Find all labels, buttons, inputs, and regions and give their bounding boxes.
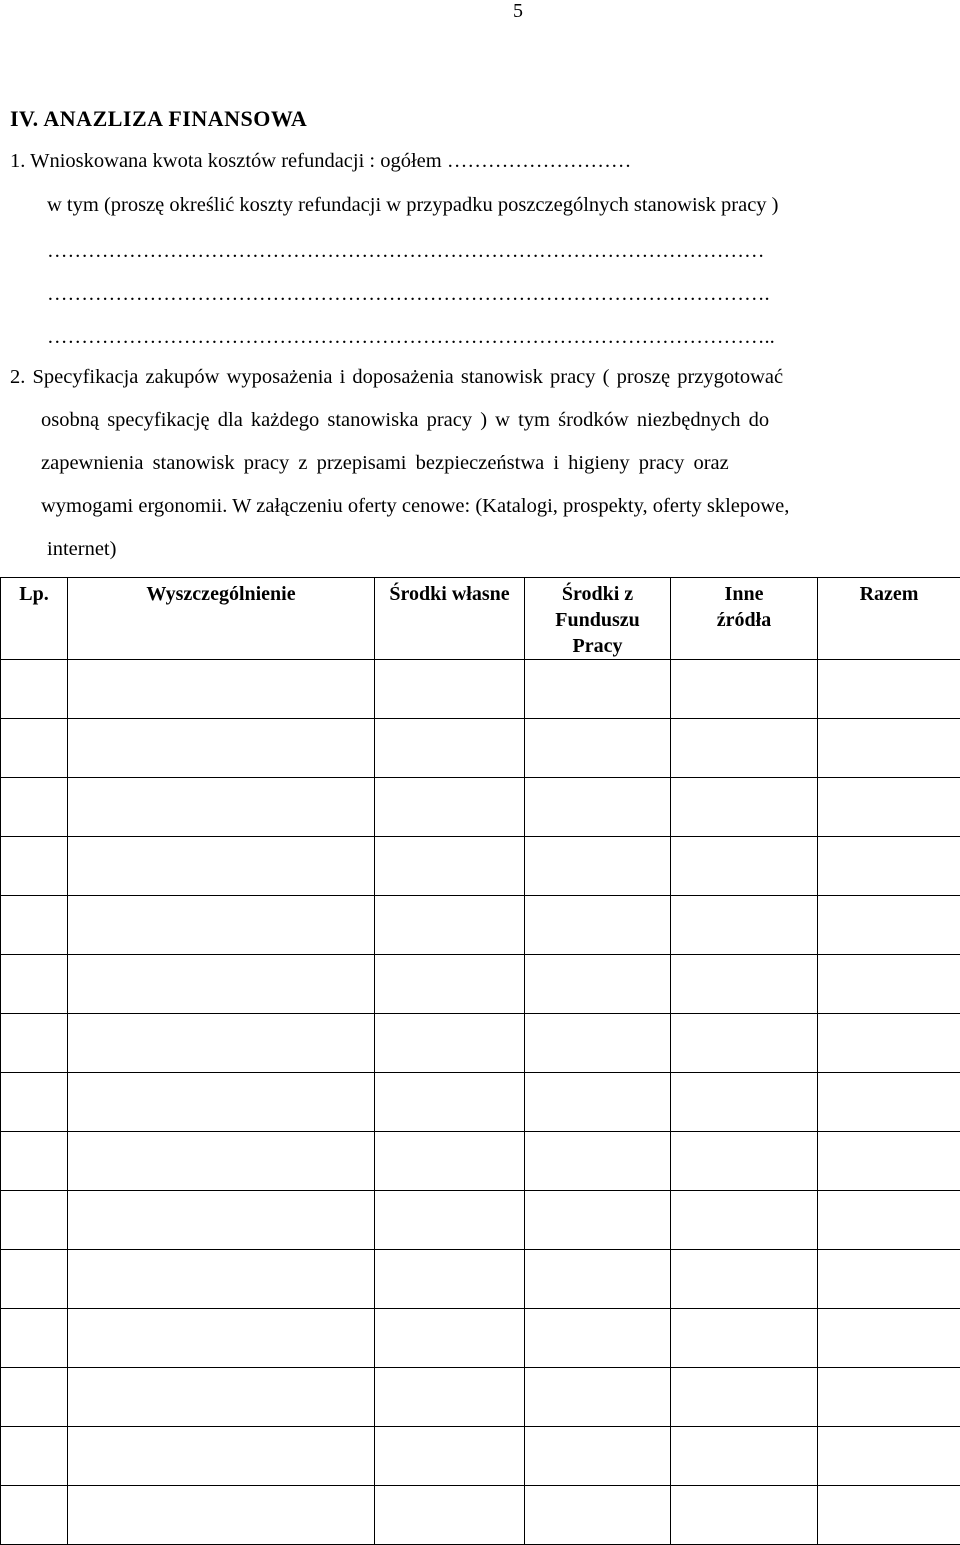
header-srodki-wlasne: Środki własne: [375, 578, 525, 660]
cell-srodki-wlasne[interactable]: [375, 1014, 525, 1073]
cell-lp[interactable]: [1, 837, 68, 896]
cell-wyszczegolnienie[interactable]: [68, 955, 375, 1014]
item2-line1: 2. Specyfikacja zakupów wyposażenia i doposażenia stanowisk pracy ( proszę przygotować: [10, 366, 783, 389]
cell-razem[interactable]: [818, 1250, 960, 1309]
cell-wyszczegolnienie[interactable]: [68, 1427, 375, 1486]
table-row: [1, 1486, 960, 1545]
cell-srodki-funduszu-pracy[interactable]: [525, 1014, 671, 1073]
table-body: [1, 660, 960, 1545]
cell-wyszczegolnienie[interactable]: [68, 1073, 375, 1132]
header-srodki-fp-line2: Funduszu: [525, 607, 670, 633]
table-row: [1, 660, 960, 719]
item2-line2: osobną specyfikację dla każdego stanowiska pracy ) w tym środków niezbędnych do: [41, 409, 769, 432]
cell-srodki-wlasne[interactable]: [375, 1132, 525, 1191]
cell-razem[interactable]: [818, 955, 960, 1014]
cell-razem[interactable]: [818, 1073, 960, 1132]
item1-dots3: ……………………………………………………………………………………………..: [47, 326, 775, 349]
header-srodki-fp-line3: Pracy: [525, 633, 670, 659]
cell-wyszczegolnienie[interactable]: [68, 1309, 375, 1368]
cell-inne-zrodla[interactable]: [671, 896, 818, 955]
cell-razem[interactable]: [818, 660, 960, 719]
header-inne-line2: źródła: [671, 607, 817, 633]
cell-razem[interactable]: [818, 1309, 960, 1368]
cell-lp[interactable]: [1, 1250, 68, 1309]
cell-inne-zrodla[interactable]: [671, 778, 818, 837]
cell-srodki-funduszu-pracy[interactable]: [525, 1368, 671, 1427]
table-row: [1, 1368, 960, 1427]
item2-line3: zapewnienia stanowisk pracy z przepisami bezpieczeństwa i higieny pracy oraz: [41, 452, 729, 475]
cell-srodki-funduszu-pracy[interactable]: [525, 1486, 671, 1545]
cell-lp[interactable]: [1, 1014, 68, 1073]
item1-line2: w tym (proszę określić koszty refundacji w przypadku poszczególnych stanowisk pracy ): [47, 194, 779, 217]
cell-razem[interactable]: [818, 1427, 960, 1486]
cell-srodki-wlasne[interactable]: [375, 660, 525, 719]
cell-srodki-funduszu-pracy[interactable]: [525, 896, 671, 955]
cell-srodki-wlasne[interactable]: [375, 1427, 525, 1486]
cell-srodki-wlasne[interactable]: [375, 837, 525, 896]
cell-srodki-funduszu-pracy[interactable]: [525, 1191, 671, 1250]
cell-lp[interactable]: [1, 660, 68, 719]
financial-table: [0, 577, 960, 1545]
cell-wyszczegolnienie[interactable]: [68, 896, 375, 955]
cell-inne-zrodla[interactable]: [671, 1486, 818, 1545]
page-number: 5: [513, 0, 523, 23]
cell-srodki-wlasne[interactable]: [375, 719, 525, 778]
cell-razem[interactable]: [818, 1014, 960, 1073]
cell-wyszczegolnienie[interactable]: [68, 1132, 375, 1191]
table-row: [1, 1073, 960, 1132]
cell-srodki-funduszu-pracy[interactable]: [525, 1309, 671, 1368]
cell-razem[interactable]: [818, 1191, 960, 1250]
header-srodki-fp-line1: Środki z: [525, 581, 670, 607]
cell-inne-zrodla[interactable]: [671, 1250, 818, 1309]
cell-srodki-wlasne[interactable]: [375, 896, 525, 955]
table-row: [1, 1250, 960, 1309]
table-row: [1, 837, 960, 896]
item1-dots1: ……………………………………………………………………………………………: [47, 240, 765, 263]
cell-srodki-wlasne[interactable]: [375, 778, 525, 837]
cell-inne-zrodla[interactable]: [671, 660, 818, 719]
cell-srodki-wlasne[interactable]: [375, 1368, 525, 1427]
cell-inne-zrodla[interactable]: [671, 719, 818, 778]
table-header-row: [1, 578, 960, 660]
table-row: [1, 1014, 960, 1073]
cell-srodki-wlasne[interactable]: [375, 1191, 525, 1250]
cell-srodki-funduszu-pracy[interactable]: [525, 955, 671, 1014]
table-row: [1, 896, 960, 955]
cell-razem[interactable]: [818, 778, 960, 837]
cell-inne-zrodla[interactable]: [671, 1073, 818, 1132]
cell-inne-zrodla[interactable]: [671, 1132, 818, 1191]
cell-wyszczegolnienie[interactable]: [68, 1368, 375, 1427]
cell-lp[interactable]: [1, 1073, 68, 1132]
cell-inne-zrodla[interactable]: [671, 1014, 818, 1073]
cell-razem[interactable]: [818, 719, 960, 778]
cell-lp[interactable]: [1, 1368, 68, 1427]
cell-razem[interactable]: [818, 1368, 960, 1427]
cell-razem[interactable]: [818, 1132, 960, 1191]
cell-lp[interactable]: [1, 719, 68, 778]
item1-dots2: …………………………………………………………………………………………….: [47, 283, 770, 306]
cell-srodki-wlasne[interactable]: [375, 1486, 525, 1545]
cell-razem[interactable]: [818, 896, 960, 955]
cell-srodki-funduszu-pracy[interactable]: [525, 778, 671, 837]
cell-razem[interactable]: [818, 1486, 960, 1545]
item1-line1: 1. Wnioskowana kwota kosztów refundacji : ogółem ………………………: [10, 150, 631, 173]
header-wyszczegolnienie: Wyszczególnienie: [68, 578, 375, 660]
cell-inne-zrodla[interactable]: [671, 1427, 818, 1486]
cell-inne-zrodla[interactable]: [671, 837, 818, 896]
cell-srodki-funduszu-pracy[interactable]: [525, 660, 671, 719]
table-row: [1, 778, 960, 837]
cell-wyszczegolnienie[interactable]: [68, 778, 375, 837]
cell-srodki-funduszu-pracy[interactable]: [525, 837, 671, 896]
cell-wyszczegolnienie[interactable]: [68, 719, 375, 778]
cell-razem[interactable]: [818, 837, 960, 896]
cell-inne-zrodla[interactable]: [671, 955, 818, 1014]
cell-inne-zrodla[interactable]: [671, 1368, 818, 1427]
cell-wyszczegolnienie[interactable]: [68, 1250, 375, 1309]
cell-inne-zrodla[interactable]: [671, 1191, 818, 1250]
cell-wyszczegolnienie[interactable]: [68, 1486, 375, 1545]
item2-line5: internet): [47, 538, 116, 561]
table-row: [1, 719, 960, 778]
cell-wyszczegolnienie[interactable]: [68, 1014, 375, 1073]
cell-lp[interactable]: [1, 1191, 68, 1250]
cell-srodki-wlasne[interactable]: [375, 1309, 525, 1368]
cell-srodki-wlasne[interactable]: [375, 1073, 525, 1132]
cell-wyszczegolnienie[interactable]: [68, 837, 375, 896]
header-inne-zrodla: [671, 578, 818, 660]
cell-srodki-funduszu-pracy[interactable]: [525, 719, 671, 778]
cell-lp[interactable]: [1, 955, 68, 1014]
header-razem: Razem: [818, 578, 960, 660]
section-heading: IV. ANAZLIZA FINANSOWA: [10, 106, 307, 132]
header-lp: Lp.: [1, 578, 68, 660]
cell-srodki-funduszu-pracy[interactable]: [525, 1132, 671, 1191]
cell-inne-zrodla[interactable]: [671, 1309, 818, 1368]
table-row: [1, 1191, 960, 1250]
cell-srodki-funduszu-pracy[interactable]: [525, 1427, 671, 1486]
table-row: [1, 1132, 960, 1191]
cell-wyszczegolnienie[interactable]: [68, 660, 375, 719]
header-srodki-funduszu-pracy: [525, 578, 671, 660]
table-row: [1, 1427, 960, 1486]
cell-lp[interactable]: [1, 778, 68, 837]
cell-srodki-wlasne[interactable]: [375, 955, 525, 1014]
cell-wyszczegolnienie[interactable]: [68, 1191, 375, 1250]
item2-line4: wymogami ergonomii. W załączeniu oferty cenowe: (Katalogi, prospekty, oferty sklepowe,: [41, 495, 789, 518]
cell-lp[interactable]: [1, 1309, 68, 1368]
table-row: [1, 1309, 960, 1368]
cell-srodki-wlasne[interactable]: [375, 1250, 525, 1309]
cell-lp[interactable]: [1, 1486, 68, 1545]
cell-srodki-funduszu-pracy[interactable]: [525, 1073, 671, 1132]
cell-lp[interactable]: [1, 1132, 68, 1191]
header-inne-line1: Inne: [671, 581, 817, 607]
cell-srodki-funduszu-pracy[interactable]: [525, 1250, 671, 1309]
table-row: [1, 955, 960, 1014]
cell-lp[interactable]: [1, 896, 68, 955]
cell-lp[interactable]: [1, 1427, 68, 1486]
